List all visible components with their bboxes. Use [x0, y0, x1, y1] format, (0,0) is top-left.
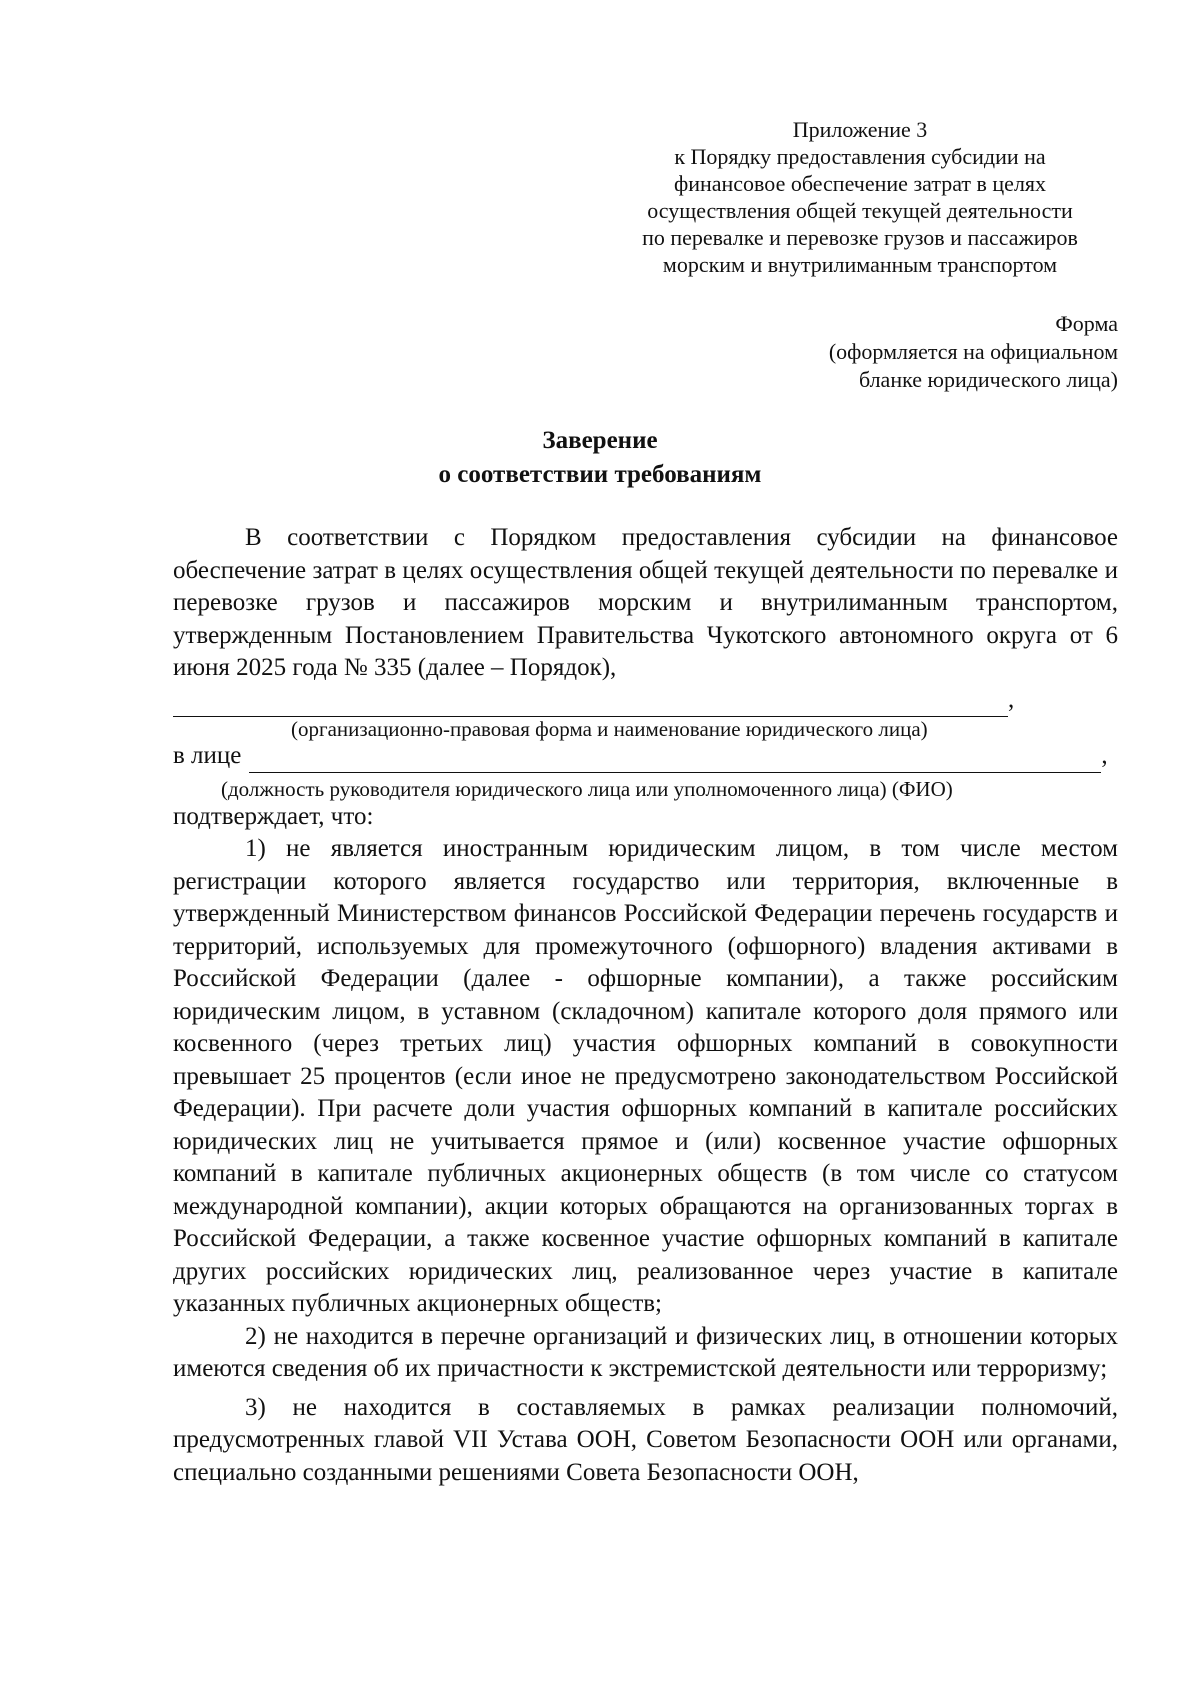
document-title — [0, 424, 1200, 492]
appendix-line: Приложение 3 — [792, 117, 928, 142]
person-comma: , — [1101, 742, 1108, 769]
org-name-row — [173, 685, 1118, 717]
title-line: Заверение — [542, 427, 658, 454]
person-row — [173, 741, 1118, 773]
title-line: о соответствии требованиям — [438, 461, 762, 488]
appendix-line: финансовое обеспечение затрат в целях — [673, 171, 1047, 196]
person-blank[interactable] — [249, 748, 1101, 773]
appendix-header — [600, 116, 1120, 278]
appendix-line: осуществления общей текущей деятельности — [647, 198, 1073, 223]
appendix-line: морским и внутрилиманным транспортом — [662, 252, 1058, 277]
form-note-line: (оформляется на официальном — [828, 339, 1118, 364]
in-person-label: в лице — [173, 742, 242, 769]
appendix-line: по перевалке и перевозке грузов и пассажиров — [642, 225, 1078, 250]
item-1: 1) не является иностранным юридическим лицом, в том числе местом регистрации которого является государство или территория, включенные в утвержденный Министерством финансов Российской Федерации перечень государств и территорий, используемых для промежуточного (офшорного) владения активами в Российской Федерации (далее - офшорные компании), а также российским юридическим лицом, в уставном (складочном) капитале которого доля прямого или косвенного (через третьих лиц) участия офшорных компаний в совокупности превышает 25 процентов (если иное не предусмотрено законодательством Российской Федерации). При расчете доли участия офшорных компаний в капитале российских юридических лиц не учитывается прямое и (или) косвенное участие офшорных компаний в капитале публичных акционерных обществ (в том числе со статусом международной компании), акции которых обращаются на организованных торгах в Российской Федерации, а также косвенное участие офшорных компаний в капитале других российских юридических лиц, реализованное через участие в капитале указанных публичных акционерных обществ; — [173, 835, 1118, 1317]
org-name-blank[interactable] — [173, 692, 1008, 717]
appendix-line: к Порядку предоставления субсидии на — [674, 144, 1046, 169]
form-note — [698, 310, 1118, 394]
item-3: 3) не находится в составляемых в рамках реализации полномочий, предусмотренных главой VII Устава ООН, Советом Безопасности ООН или органами, специально созданными решениями Совета Безопасности ООН, — [173, 1393, 1118, 1486]
form-note-line: бланке юридического лица) — [858, 367, 1118, 392]
confirms-text: подтверждает, что: — [173, 802, 374, 830]
person-caption: (должность руководителя юридического лица или уполномоченного лица) (ФИО) — [221, 776, 953, 801]
org-caption: (организационно-правовая форма и наименование юридического лица) — [291, 716, 928, 741]
form-label: Форма — [1055, 311, 1118, 336]
org-comma: , — [1008, 686, 1015, 713]
document-body — [173, 522, 1118, 1489]
intro-paragraph: В соответствии с Порядком предоставления субсидии на финансовое обеспечение затрат в целях осуществления общей текущей деятельности по перевалке и перевозке грузов и пассажиров морским и внутрилиманным транспортом, утвержденным Постановлением Правительства Чукотского автономного округа от 6 июня 2025 года № 335 (далее – Порядок), — [173, 524, 1118, 681]
item-2: 2) не находится в перечне организаций и физических лиц, в отношении которых имеются сведения об их причастности к экстремистской деятельности или терроризму; — [173, 1322, 1118, 1382]
